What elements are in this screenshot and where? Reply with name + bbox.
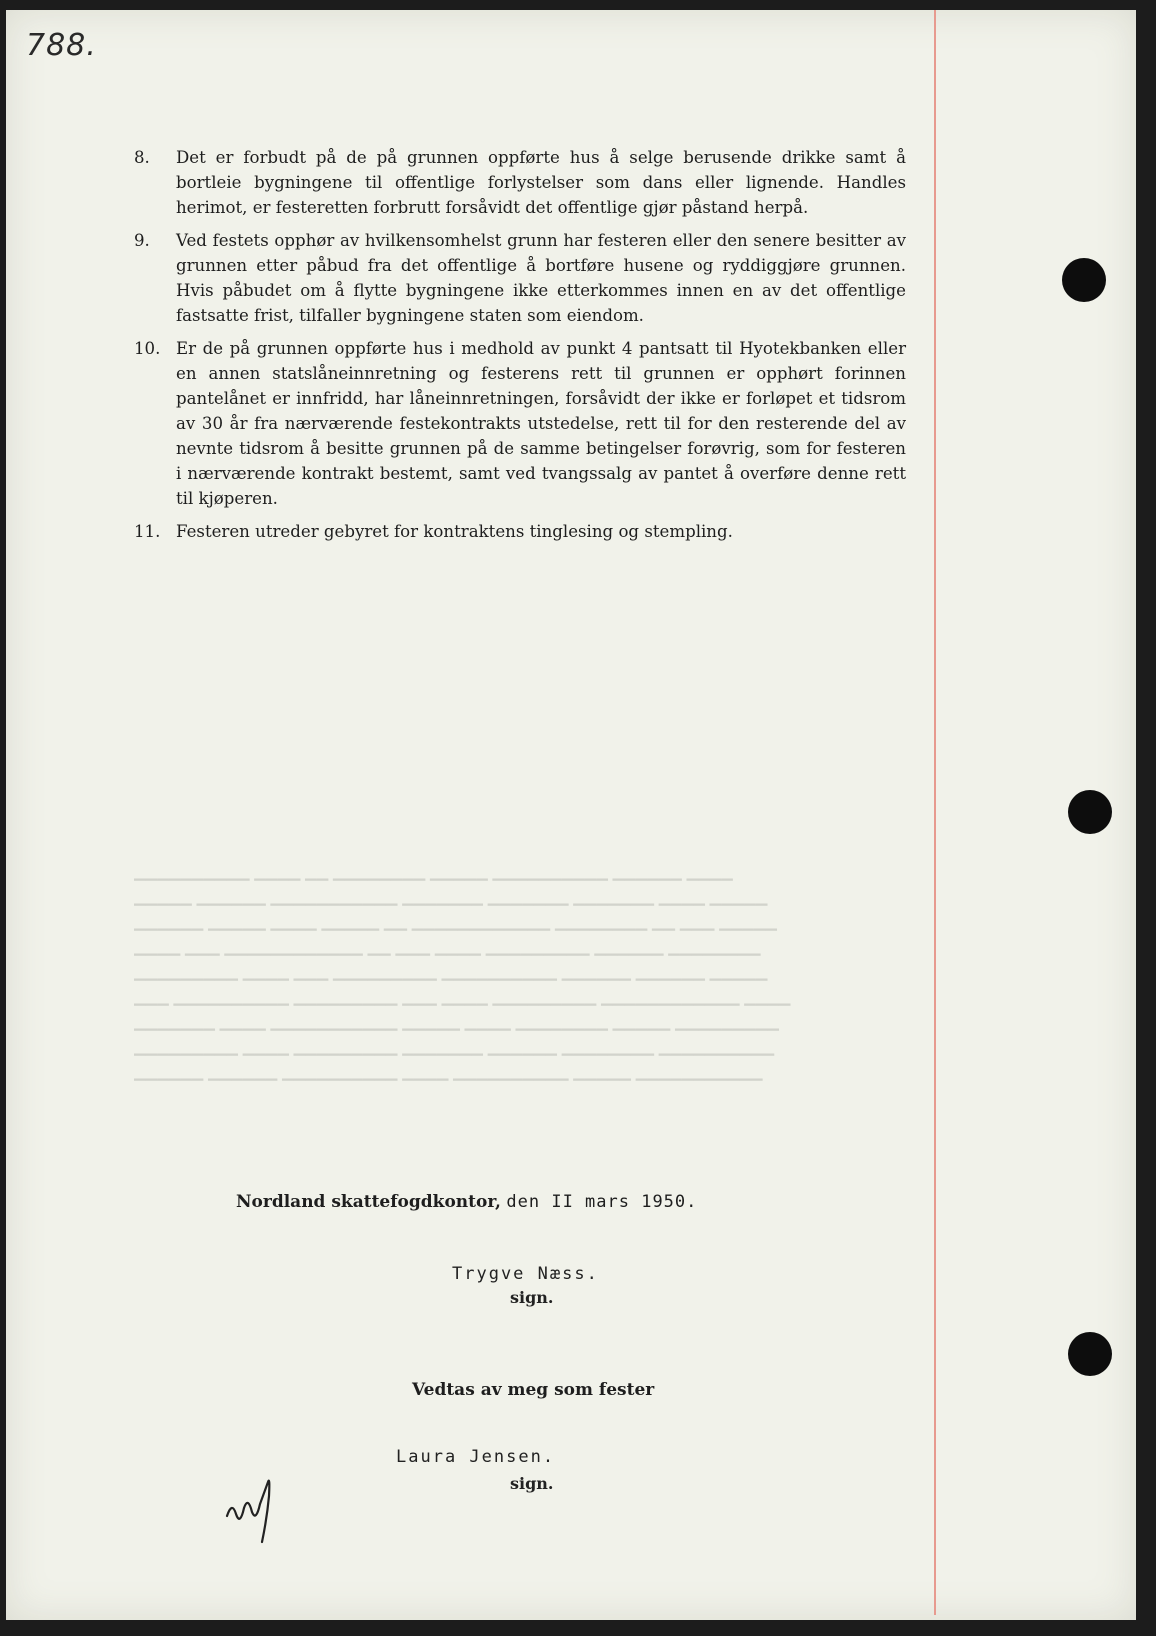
acceptance-line: Vedtas av meg som fester	[412, 1380, 655, 1400]
clause-10	[134, 336, 906, 511]
handwritten-initials	[222, 1456, 292, 1546]
issue-date: den II mars 1950.	[506, 1192, 698, 1212]
clause-number: 11.	[134, 522, 161, 541]
fester-name: Laura Jensen.	[396, 1447, 556, 1467]
clause-text: Det er forbudt på de på grunnen oppførte hus å selge berusende drikke samt å bortleie bygningene til offentlige forlystelser som dans eller lignende. Handles herimot, er festeretten forbrutt forsåvidt det offentlige gjør påstand herpå.	[176, 148, 906, 217]
punch-hole-middle	[1068, 790, 1112, 834]
clause-9	[134, 228, 906, 328]
clause-11	[134, 519, 906, 544]
clause-text: Er de på grunnen oppførte hus i medhold av punkt 4 pantsatt til Hyotekbanken eller en annen statslåneinnretning og festerens rett til grunnen er opphørt forinnen pantelånet er innfridd, har låneinnretningen, forsåvidt der ikke er forløpet et tidsrom av 30 år fra nærværende festekontrakts utstedelse, rett til for den resterende del av nevnte tidsrom å besitte grunnen på de samme betingelser forøvrig, som for festeren i nærværende kontrakt bestemt, samt ved tvangssalg av pantet å overføre denne rett til kjøperen.	[176, 339, 906, 508]
officer-name: Trygve Næss.	[452, 1264, 599, 1284]
clause-number: 10.	[134, 339, 161, 358]
bleed-through-text: ▁▁▁▁▁▁▁▁▁▁ ▁▁▁▁ ▁▁ ▁▁▁▁▁▁▁▁ ▁▁▁▁▁ ▁▁▁▁▁▁▁▁▁▁ ▁▁▁▁▁▁ ▁▁▁▁ ▁▁▁▁▁ ▁▁▁▁▁▁ ▁▁▁▁▁▁▁▁▁▁▁ ▁▁▁▁▁▁▁ ▁▁▁▁▁▁▁ ▁▁▁▁▁▁▁ ▁▁▁▁ ▁▁▁▁▁ ▁▁▁▁▁▁ ▁▁▁▁▁ ▁▁▁▁ ▁▁▁▁▁ ▁▁ ▁▁▁▁▁▁▁▁▁▁▁▁ ▁▁▁▁▁▁▁▁ ▁▁ ▁▁▁ ▁▁▁▁▁ ▁▁▁▁ ▁▁▁ ▁▁▁▁▁▁▁▁▁▁▁▁ ▁▁ ▁▁▁ ▁▁▁▁ ▁▁▁▁▁▁▁▁▁ ▁▁▁▁▁▁ ▁▁▁▁▁▁▁▁ ▁▁▁▁▁▁▁▁▁ ▁▁▁▁ ▁▁▁ ▁▁▁▁▁▁▁▁▁ ▁▁▁▁▁▁▁▁▁▁ ▁▁▁▁▁▁ ▁▁▁▁▁▁ ▁▁▁▁▁ ▁▁▁ ▁▁▁▁▁▁▁▁▁▁ ▁▁▁▁▁▁▁▁▁ ▁▁▁ ▁▁▁▁ ▁▁▁▁▁▁▁▁▁ ▁▁▁▁▁▁▁▁▁▁▁▁ ▁▁▁▁ ▁▁▁▁▁▁▁ ▁▁▁▁ ▁▁▁▁▁▁▁▁▁▁▁ ▁▁▁▁▁ ▁▁▁▁ ▁▁▁▁▁▁▁▁ ▁▁▁▁▁ ▁▁▁▁▁▁▁▁▁ ▁▁▁▁▁▁▁▁▁ ▁▁▁▁ ▁▁▁▁▁▁▁▁▁ ▁▁▁▁▁▁▁ ▁▁▁▁▁▁ ▁▁▁▁▁▁▁▁ ▁▁▁▁▁▁▁▁▁▁ ▁▁▁▁▁▁ ▁▁▁▁▁▁ ▁▁▁▁▁▁▁▁▁▁ ▁▁▁▁ ▁▁▁▁▁▁▁▁▁▁ ▁▁▁▁▁ ▁▁▁▁▁▁▁▁▁▁▁	[134, 863, 791, 1081]
clause-8	[134, 145, 906, 220]
clause-number: 9.	[134, 231, 150, 250]
punch-hole-bottom	[1068, 1332, 1112, 1376]
punch-hole-top	[1062, 258, 1106, 302]
issuing-office: Nordland skattefogdkontor,	[236, 1192, 501, 1212]
issuing-office-line	[236, 1192, 697, 1212]
sign-label: sign.	[510, 1288, 554, 1307]
contract-clauses	[134, 145, 906, 552]
sign-label: sign.	[510, 1474, 554, 1493]
clause-text: Ved festets opphør av hvilkensomhelst grunn har festeren eller den senere besitter av grunnen etter påbud fra det offentlige å bortføre husene og ryddiggjøre grunnen. Hvis påbudet om å flytte bygningene ikke etterkommes innen en av det offentlige fastsatte frist, tilfaller bygningene staten som eiendom.	[176, 231, 906, 325]
clause-text: Festeren utreder gebyret for kontraktens tinglesing og stempling.	[176, 522, 733, 541]
red-margin-line	[934, 10, 936, 1615]
clause-number: 8.	[134, 148, 150, 167]
page-number: 788.	[26, 28, 97, 63]
